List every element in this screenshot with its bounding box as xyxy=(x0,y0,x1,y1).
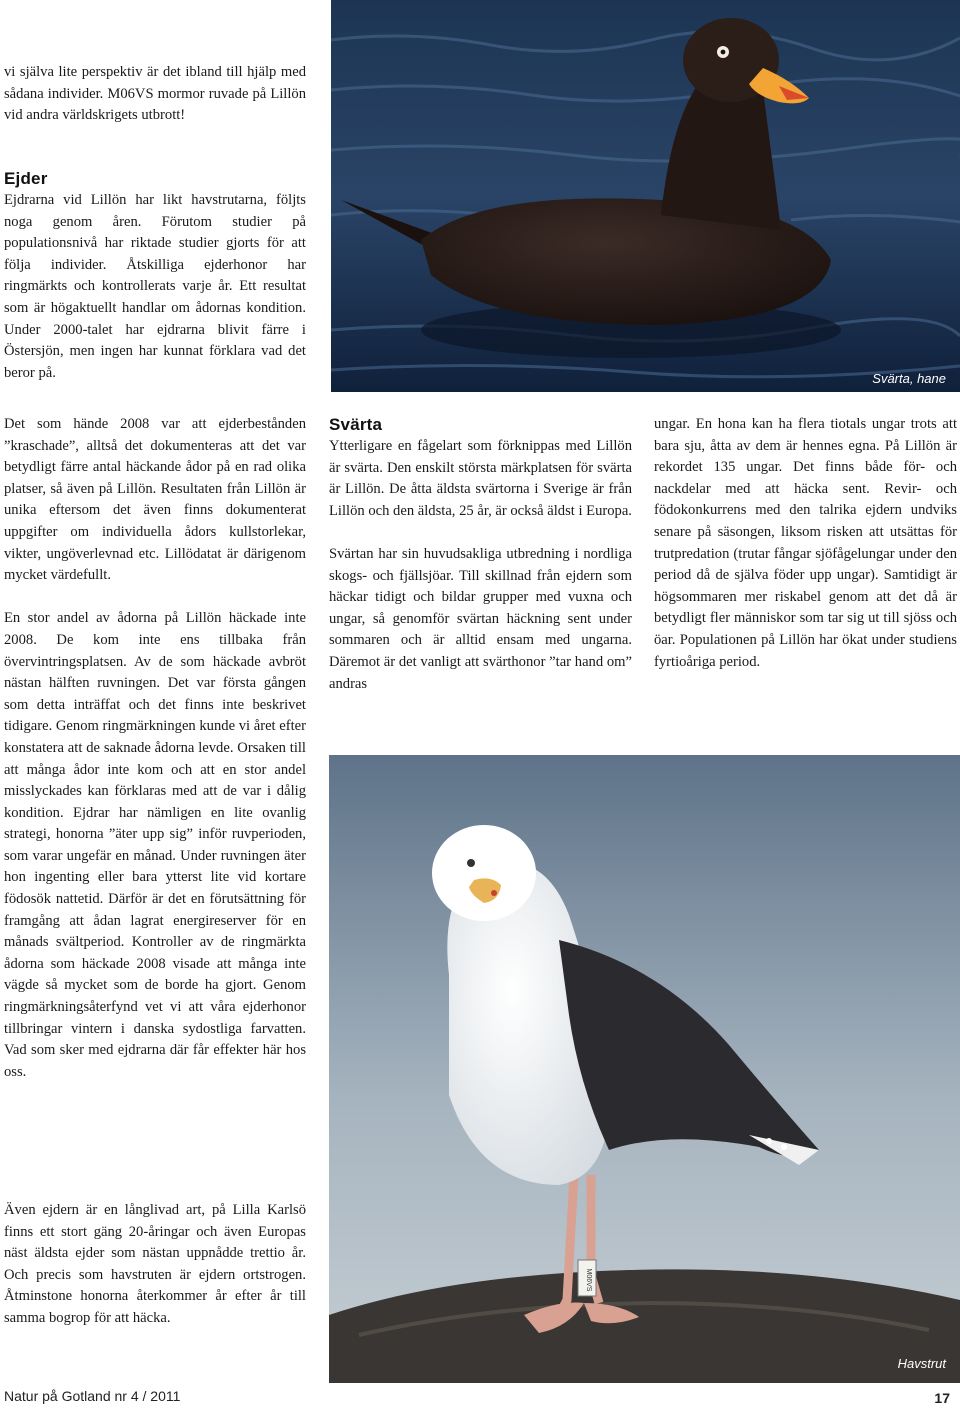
svarta-heading: Svärta xyxy=(329,415,383,434)
col1-paragraph-2: En stor andel av ådorna på Lillön häckade inte 2008. De kom inte ens tillbaka från övervintringsplatsen. Av de som häckade avbröt nästan hälften ruvningen. Det var första gången som detta inträffat och det finns inte beskrivet tidigare. Genom ringmärkningen kunde vi året efter konstatera att de saknade ådorna levde. Orsaken till att många ådor inte kom och att en stor andel misslyckades kan förklaras med att de var i dålig kondition. Ejdrar har nämligen en lite ovanlig strategi, honorna ”äter upp sig” inför ruvperioden, som varar ungefär en månad. Under ruvningen äter hon ingenting eller bara ytterst lite vid kortare födosök nattetid. Därför är det en förutsättning för framgång att ådan lagrat energireserver för en månads svältperiod. Kontroller av de ringmärkta ådorna som häckade 2008 visade att många inte vägde så mycket som de borde ha gjort. Genom ringmärkningsåterfynd vet vi att våra ejderhonor tillbringar vintern i danska sydostliga farvatten. Vad som sker med ejdrarna där får effekter här hos oss. xyxy=(4,610,306,1080)
col1-paragraph-3: Även ejdern är en långlivad art, på Lilla Karlsö finns ett stort gäng 20-åringar och även Europas näst äldsta ejder som nästan uppnådde trettio år. Och precis som havstruten är ejdern ortstrogen. Åtminstone honorna återkommer år efter år till samma bogrop för att häcka. xyxy=(4,1202,306,1326)
ejder-heading: Ejder xyxy=(4,169,48,188)
col3-paragraph-1: ungar. En hona kan ha flera tiotals ungar trots att bara sju, åtta av dem är hennes egna. På Lillön är rekordet 135 ungar. Det finns både för- och nackdelar med att häcka sent. Revir- och födokonkurrens med den talrika ejdern undviks senare på säsongen, liksom risken att utsättas för trutpredation (trutar fångar sjöfågelungar under den period då de själva föder upp ungar). Samtidigt är högsommaren mer riskabel genom att det då är betydligt fler människor som tar sig ut till sjöss och öar. Populationen på Lillön har ökat under studiens fyrtioåriga period. xyxy=(654,416,957,670)
photo-caption-havstrut: Havstrut xyxy=(897,1356,946,1371)
col1-paragraph-1: Det som hände 2008 var att ejderbestånden ”kraschade”, alltså det dokumenteras att det var betydligt färre antal häckande ådor på en rad olika platser, så även på Lillön. Resultaten från Lillön är unika eftersom det även finns dokumenterat uppgifter om individuella ådors kullstorlekar, vikter, ungöverlevnad etc. Lillödatat är därigenom mycket värdefullt. xyxy=(4,416,306,584)
svarta-paragraph-2: Svärtan har sin huvudsakliga utbredning i nordliga skogs- och fjällsjöar. Till skillnad från ejdern som häckar tidigt och bildar grupper med vuxna och ungar, så genomför svärtan häckning sent under sommaren och är alltid ensam med ungarna. Däremot är det vanligt att svärthonor ”tar hand om” andras xyxy=(329,545,632,692)
intro-paragraph: vi själva lite perspektiv är det ibland till hjälp med sådana individer. M06VS mormor ruvade på Lillön vid andra världskrigets utbrott! xyxy=(4,64,306,124)
velvet-scoter-photo xyxy=(331,0,960,392)
ejder-paragraph: Ejdrarna vid Lillön har likt havstrutarna, följts noga genom åren. Förutom studier på populationsnivå har riktade studier gjorts för att följa individer. Åtskilliga ejderhonor har ringmärkts och kontrollerats varje år. Ett resultat som är högaktuellt handlar om ådornas kondition. Under 2000-talet har ejdrarna blivit färre i Östersjön, men ingen har kunnat förklara vad det beror på. xyxy=(4,192,306,381)
footer-publication: Natur på Gotland nr 4 / 2011 xyxy=(4,1388,181,1404)
intro-section xyxy=(4,62,306,127)
column-1-end xyxy=(4,1200,306,1330)
ejder-section xyxy=(4,168,306,384)
leg-ring-label: M06VS xyxy=(585,1268,592,1292)
column-3 xyxy=(654,414,957,673)
photo-caption-svarta: Svärta, hane xyxy=(872,371,946,386)
velvet-scoter-illustration xyxy=(331,0,960,392)
footer-page-number: 17 xyxy=(934,1390,950,1406)
gull-illustration xyxy=(329,755,960,1383)
svarta-section xyxy=(329,414,632,695)
svarta-paragraph-1: Ytterligare en fågelart som förknippas med Lillön är svärta. Den enskilt största märkplatsen för svärta är Lillön. De åtta äldsta svärtorna i Sverige är från Lillön och den äldsta, 25 år, är också äldst i Europa. xyxy=(329,438,632,519)
gull-photo xyxy=(329,755,960,1383)
column-1 xyxy=(4,414,306,1083)
